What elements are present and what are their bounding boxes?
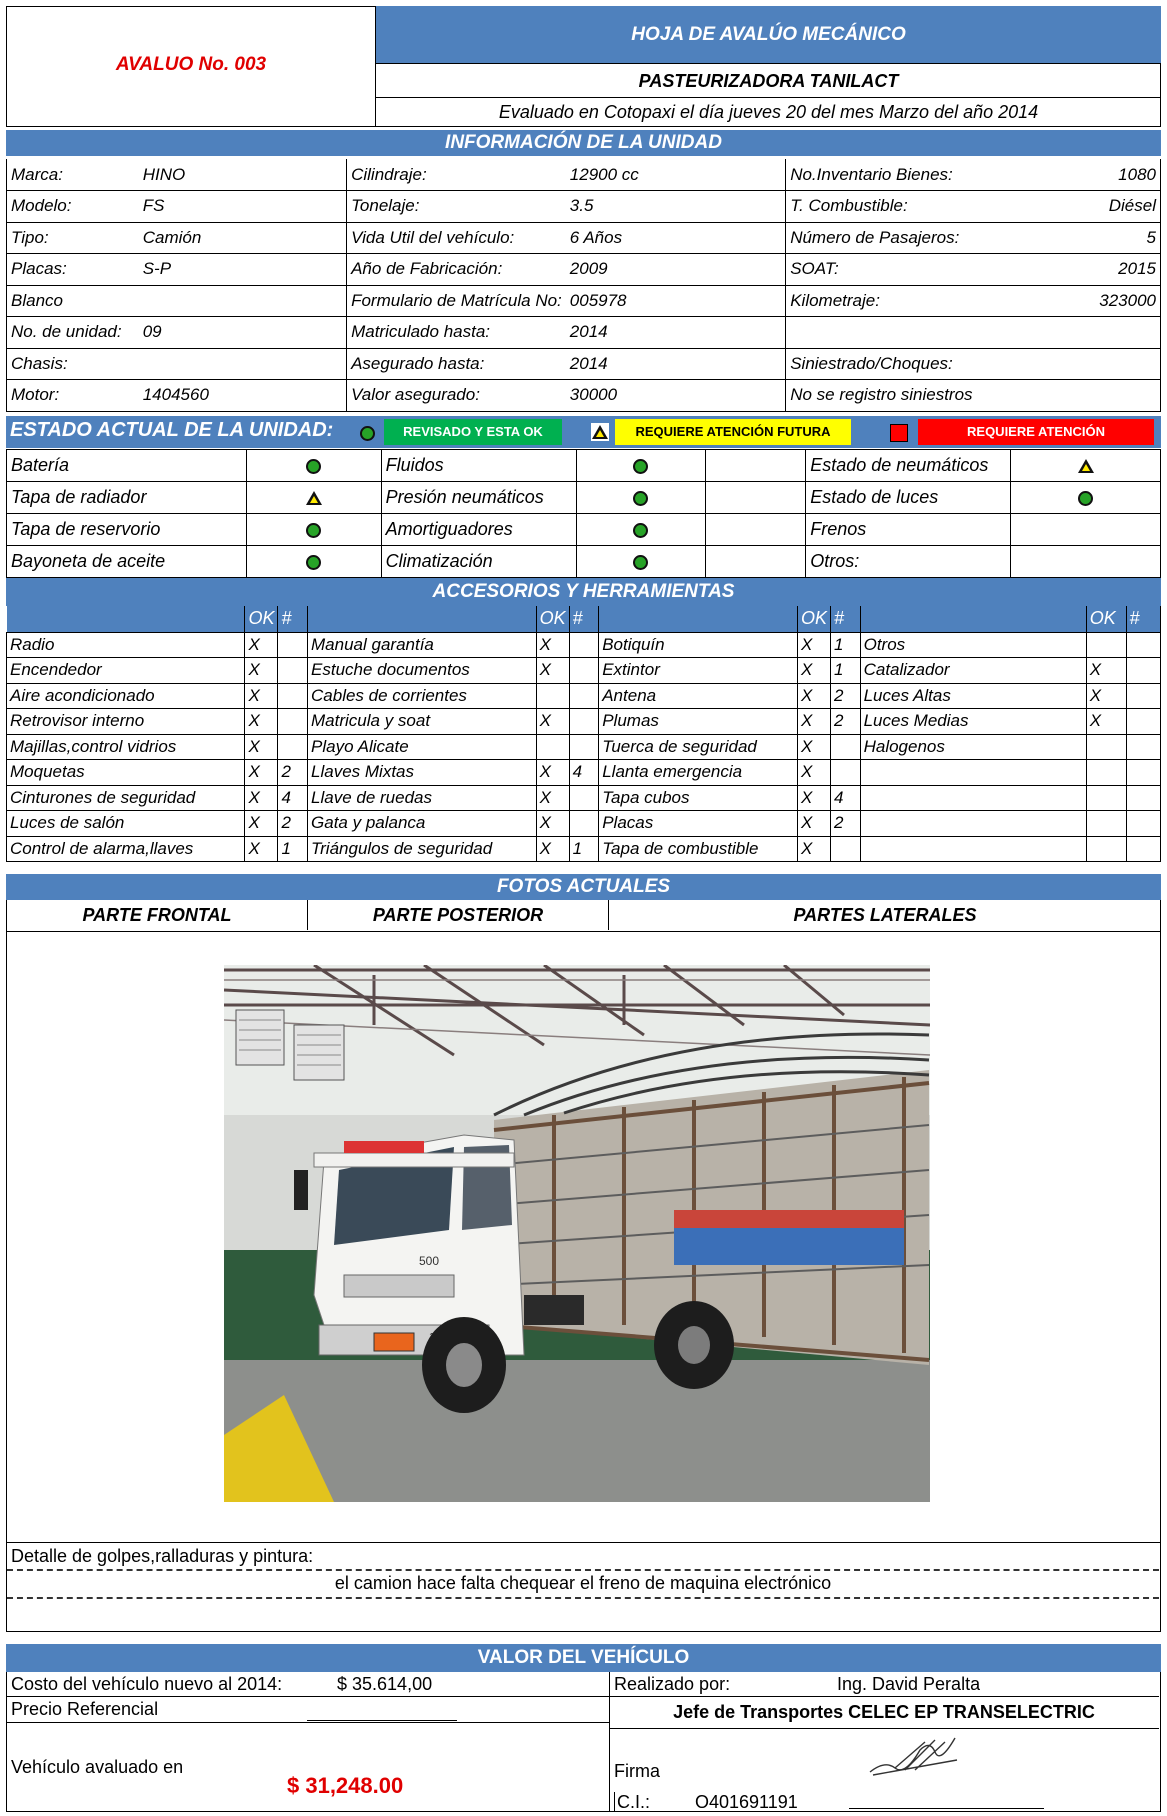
- unit-info-cell: SOAT:: [786, 254, 977, 286]
- status-indicator-cell: [576, 450, 706, 482]
- accessories-cell: X: [536, 811, 569, 837]
- accessories-cell: Matricula y soat: [308, 709, 537, 735]
- accessories-cell: X: [245, 632, 278, 658]
- status-label-cell: Bayoneta de aceite: [7, 546, 247, 578]
- unit-info-cell: Motor:: [7, 380, 139, 412]
- value-table: [6, 1672, 1161, 1812]
- unit-info-cell: 005978: [566, 285, 786, 317]
- unit-info-cell: [977, 380, 1161, 412]
- damage-divider-2: [7, 1597, 1159, 1599]
- count-column-header: #: [569, 606, 599, 632]
- unit-info-cell: Valor asegurado:: [347, 380, 566, 412]
- accessories-cell: Llave de ruedas: [308, 785, 537, 811]
- unit-info-cell: Marca:: [7, 159, 139, 191]
- status-indicator-cell: [576, 482, 706, 514]
- accessories-cell: Otros: [860, 632, 1086, 658]
- unit-info-cell: Formulario de Matrícula No:: [347, 285, 566, 317]
- unit-info-cell: 3.5: [566, 191, 786, 223]
- accessories-cell: X: [536, 760, 569, 786]
- accessories-cell: [278, 683, 308, 709]
- accessories-cell: Cables de corrientes: [308, 683, 537, 709]
- status-label-cell: Presión neumáticos: [381, 482, 576, 514]
- accessories-cell: [1086, 785, 1126, 811]
- ok-column-header: OK: [1086, 606, 1126, 632]
- photo-label-rear: PARTE POSTERIOR: [308, 900, 609, 930]
- accessories-cell: X: [536, 836, 569, 862]
- status-ok-icon: [633, 491, 648, 506]
- unit-info-cell: Camión: [139, 222, 347, 254]
- unit-info-cell: 12900 cc: [566, 159, 786, 191]
- accessories-row: [7, 760, 1161, 786]
- accessories-cell: Placas: [599, 811, 798, 837]
- accessories-cell: [569, 683, 599, 709]
- accessories-cell: X: [245, 836, 278, 862]
- unit-info-cell: Modelo:: [7, 191, 139, 223]
- accessories-row: [7, 785, 1161, 811]
- unit-info-cell: Año de Fabricación:: [347, 254, 566, 286]
- status-ok-icon: [633, 523, 648, 538]
- status-label-cell: Frenos: [806, 514, 1011, 546]
- unit-info-cell: [139, 348, 347, 380]
- document-title: HOJA DE AVALÚO MECÁNICO: [376, 6, 1161, 64]
- count-column-header: #: [278, 606, 308, 632]
- accessories-cell: X: [245, 658, 278, 684]
- unit-info-cell: T. Combustible:: [786, 191, 977, 223]
- accessories-cell: [569, 811, 599, 837]
- signature-image: [865, 1730, 965, 1780]
- unit-info-cell: Matriculado hasta:: [347, 317, 566, 349]
- status-indicator-cell: [576, 546, 706, 578]
- cost-label: Costo del vehículo nuevo al 2014:: [11, 1674, 283, 1694]
- unit-info-cell: Siniestrado/Choques:: [786, 348, 977, 380]
- truck-photo-image: [224, 965, 930, 1502]
- accessories-cell: Tuerca de seguridad: [599, 734, 798, 760]
- legend-future-icon: [591, 423, 609, 441]
- status-label-cell: Estado de neumáticos: [806, 450, 1011, 482]
- unit-info-cell: No.Inventario Bienes:: [786, 159, 977, 191]
- value-divider-h2: [7, 1722, 609, 1723]
- legend-attention-icon: [890, 424, 908, 442]
- ci-value: O401691191: [695, 1792, 798, 1812]
- accessories-cell: [1086, 760, 1126, 786]
- count-column-header: #: [831, 606, 861, 632]
- unit-info-cell: HINO: [139, 159, 347, 191]
- unit-info-cell: 1080: [977, 159, 1161, 191]
- ok-column-header: OK: [798, 606, 831, 632]
- unit-info-row: [7, 159, 1161, 191]
- status-row: [7, 514, 1161, 546]
- accessories-cell: [278, 709, 308, 735]
- accessories-cell: 1: [831, 658, 861, 684]
- photos-title: FOTOS ACTUALES: [6, 874, 1161, 900]
- status-indicator-cell: [1011, 450, 1161, 482]
- truck-number-text: 500: [419, 1254, 440, 1268]
- status-row: [7, 482, 1161, 514]
- accessories-cell: Catalizador: [860, 658, 1086, 684]
- accessories-cell: Halogenos: [860, 734, 1086, 760]
- value-divider-h3: [609, 1728, 1159, 1729]
- unit-info-grid: [6, 159, 1161, 412]
- status-label-cell: [706, 514, 806, 546]
- damage-text: el camion hace falta chequear el freno de maquina electrónico: [334, 1573, 832, 1593]
- unit-info-cell: 2014: [566, 348, 786, 380]
- unit-info-cell: FS: [139, 191, 347, 223]
- status-row: [7, 546, 1161, 578]
- status-ok-icon: [633, 555, 648, 570]
- unit-info-cell: Cilindraje:: [347, 159, 566, 191]
- accessories-cell: Luces Altas: [860, 683, 1086, 709]
- status-indicator-cell: [246, 546, 381, 578]
- status-indicator-cell: [246, 482, 381, 514]
- accessories-cell: X: [536, 709, 569, 735]
- status-future-icon: [1078, 459, 1094, 473]
- accessories-cell: [1126, 658, 1161, 684]
- accessories-row: [7, 811, 1161, 837]
- unit-info-cell: 2014: [566, 317, 786, 349]
- accessories-cell: [569, 785, 599, 811]
- position-title: Jefe de Transportes CELEC EP TRANSELECTRIC: [673, 1702, 1095, 1722]
- unit-info-row: [7, 317, 1161, 349]
- ok-column-header: OK: [536, 606, 569, 632]
- status-label-cell: Otros:: [806, 546, 1011, 578]
- accessories-cell: Tapa de combustible: [599, 836, 798, 862]
- photo-label-front: PARTE FRONTAL: [7, 900, 308, 930]
- unit-info-cell: Vida Util del vehículo:: [347, 222, 566, 254]
- unit-info-row: [7, 222, 1161, 254]
- status-label-cell: Batería: [7, 450, 247, 482]
- unit-info-row: [7, 254, 1161, 286]
- accessories-cell: X: [245, 760, 278, 786]
- unit-info-cell: Chasis:: [7, 348, 139, 380]
- photo-labels-row: [6, 900, 1161, 932]
- unit-info-row: [7, 348, 1161, 380]
- status-indicator-cell: [246, 514, 381, 546]
- ref-price-line: [307, 1720, 457, 1721]
- accessories-cell: Estuche documentos: [308, 658, 537, 684]
- accessories-cell: Plumas: [599, 709, 798, 735]
- accessories-cell: [278, 632, 308, 658]
- status-title: ESTADO ACTUAL DE LA UNIDAD:: [10, 419, 334, 441]
- accessories-cell: Gata y palanca: [308, 811, 537, 837]
- accessories-cell: Majillas,control vidrios: [7, 734, 245, 760]
- accessories-cell: [831, 734, 861, 760]
- accessories-cell: [1126, 811, 1161, 837]
- accessories-cell: 2: [278, 811, 308, 837]
- evaluated-label: Vehículo avaluado en: [11, 1757, 184, 1777]
- unit-info-cell: 5: [977, 222, 1161, 254]
- accessories-cell: Retrovisor interno: [7, 709, 245, 735]
- ref-price-label: Precio Referencial: [11, 1699, 159, 1719]
- accessories-cell: X: [798, 709, 831, 735]
- accessories-cell: [569, 734, 599, 760]
- status-ok-icon: [633, 459, 648, 474]
- accessories-cell: X: [245, 734, 278, 760]
- unit-info-cell: [139, 285, 347, 317]
- accessories-cell: 4: [831, 785, 861, 811]
- status-ok-icon: [1078, 491, 1093, 506]
- status-indicator-cell: [1011, 546, 1161, 578]
- unit-info-cell: Tonelaje:: [347, 191, 566, 223]
- status-label-cell: [706, 482, 806, 514]
- value-divider-h1: [7, 1696, 1159, 1697]
- status-label-cell: [706, 546, 806, 578]
- accessories-row: [7, 734, 1161, 760]
- accessories-cell: [1126, 683, 1161, 709]
- avaluo-number: AVALUO No. 003: [115, 54, 267, 75]
- accessories-cell: Botiquín: [599, 632, 798, 658]
- unit-info-cell: [977, 348, 1161, 380]
- status-ok-icon: [306, 555, 321, 570]
- legend-ok: REVISADO Y ESTA OK: [384, 419, 562, 445]
- accessories-cell: X: [536, 658, 569, 684]
- unit-info-cell: 6 Años: [566, 222, 786, 254]
- accessories-cell: [1126, 632, 1161, 658]
- accessories-cell: X: [798, 811, 831, 837]
- unit-info-cell: Diésel: [977, 191, 1161, 223]
- unit-info-cell: No se registro siniestros: [786, 380, 977, 412]
- value-title: VALOR DEL VEHÍCULO: [6, 1644, 1161, 1672]
- accessories-cell: [1126, 836, 1161, 862]
- accessories-cell: [278, 658, 308, 684]
- unit-info-cell: S-P: [139, 254, 347, 286]
- unit-info-cell: 2015: [977, 254, 1161, 286]
- status-label-cell: [706, 450, 806, 482]
- accessories-title: ACCESORIOS Y HERRAMIENTAS: [6, 578, 1161, 606]
- accessories-cell: Antena: [599, 683, 798, 709]
- accessories-cell: [1086, 836, 1126, 862]
- accessories-cell: X: [798, 658, 831, 684]
- cost-value: $ 35.614,00: [337, 1674, 433, 1694]
- status-indicator-cell: [576, 514, 706, 546]
- legend-ok-icon: [360, 422, 375, 443]
- accessories-cell: [1126, 760, 1161, 786]
- made-by-label: Realizado por:: [614, 1674, 731, 1694]
- accessories-cell: Moquetas: [7, 760, 245, 786]
- signature-line: [849, 1808, 1044, 1809]
- signature-label: Firma: [614, 1761, 660, 1781]
- item-column-header: [599, 606, 798, 632]
- unit-info-cell: Blanco: [7, 285, 139, 317]
- accessories-cell: [831, 760, 861, 786]
- accessories-table: [6, 606, 1161, 862]
- accessories-cell: [569, 658, 599, 684]
- accessories-cell: X: [798, 836, 831, 862]
- accessories-cell: X: [536, 785, 569, 811]
- item-column-header: [7, 606, 245, 632]
- unit-info-cell: [977, 317, 1161, 349]
- status-ok-icon: [306, 459, 321, 474]
- status-label-cell: Tapa de radiador: [7, 482, 247, 514]
- unit-info-cell: [786, 317, 977, 349]
- status-future-icon: [306, 491, 322, 505]
- status-indicator-cell: [1011, 514, 1161, 546]
- accessories-header-row: [7, 606, 1161, 632]
- accessories-cell: Tapa cubos: [599, 785, 798, 811]
- unit-info-cell: 2009: [566, 254, 786, 286]
- accessories-cell: Llaves Mixtas: [308, 760, 537, 786]
- accessories-cell: Luces de salón: [7, 811, 245, 837]
- accessories-cell: Manual garantía: [308, 632, 537, 658]
- ok-column-header: OK: [245, 606, 278, 632]
- accessories-cell: Aire acondicionado: [7, 683, 245, 709]
- unit-info-cell: Número de Pasajeros:: [786, 222, 977, 254]
- accessories-row: [7, 836, 1161, 862]
- accessories-cell: Radio: [7, 632, 245, 658]
- unit-info-title: INFORMACIÓN DE LA UNIDAD: [6, 130, 1161, 156]
- status-label-cell: Amortiguadores: [381, 514, 576, 546]
- accessories-cell: X: [245, 683, 278, 709]
- accessories-cell: X: [798, 785, 831, 811]
- accessories-cell: Cinturones de seguridad: [7, 785, 245, 811]
- accessories-cell: Llanta emergencia: [599, 760, 798, 786]
- accessories-cell: [278, 734, 308, 760]
- accessories-row: [7, 709, 1161, 735]
- accessories-cell: 1: [278, 836, 308, 862]
- accessories-cell: X: [245, 709, 278, 735]
- status-label-cell: Estado de luces: [806, 482, 1011, 514]
- accessories-cell: 1: [569, 836, 599, 862]
- status-label-cell: Fluidos: [381, 450, 576, 482]
- accessories-cell: X: [798, 632, 831, 658]
- unit-info-row: [7, 191, 1161, 223]
- accessories-cell: 4: [278, 785, 308, 811]
- unit-info-cell: No. de unidad:: [7, 317, 139, 349]
- accessories-cell: 2: [831, 683, 861, 709]
- accessories-cell: [536, 734, 569, 760]
- unit-info-row: [7, 380, 1161, 412]
- accessories-cell: 2: [278, 760, 308, 786]
- accessories-cell: [1126, 785, 1161, 811]
- status-label-cell: Climatización: [381, 546, 576, 578]
- company-name: PASTEURIZADORA TANILACT: [376, 64, 1161, 98]
- unit-info-cell: Placas:: [7, 254, 139, 286]
- evaluated-value: $ 31,248.00: [287, 1773, 404, 1798]
- accessories-cell: [1086, 632, 1126, 658]
- item-column-header: [308, 606, 537, 632]
- accessories-cell: Triángulos de seguridad: [308, 836, 537, 862]
- accessories-cell: [860, 760, 1086, 786]
- accessories-cell: 2: [831, 811, 861, 837]
- status-table: [6, 449, 1161, 578]
- accessories-cell: Control de alarma,llaves: [7, 836, 245, 862]
- accessories-row: [7, 632, 1161, 658]
- unit-info-cell: Asegurado hasta:: [347, 348, 566, 380]
- status-indicator-cell: [1011, 482, 1161, 514]
- accessories-cell: 1: [831, 632, 861, 658]
- truck-photo: [224, 965, 930, 1502]
- status-indicator-cell: [246, 450, 381, 482]
- accessories-cell: [569, 632, 599, 658]
- accessories-cell: Luces Medias: [860, 709, 1086, 735]
- accessories-cell: [1126, 734, 1161, 760]
- accessories-cell: X: [1086, 683, 1126, 709]
- status-label-cell: Tapa de reservorio: [7, 514, 247, 546]
- accessories-cell: X: [245, 785, 278, 811]
- accessories-cell: X: [798, 734, 831, 760]
- unit-info-cell: Tipo:: [7, 222, 139, 254]
- accessories-grid: [6, 606, 1161, 862]
- accessories-cell: [860, 785, 1086, 811]
- photo-label-sides: PARTES LATERALES: [793, 905, 977, 925]
- accessories-cell: [536, 683, 569, 709]
- accessories-cell: X: [798, 760, 831, 786]
- accessories-cell: X: [536, 632, 569, 658]
- accessories-cell: [860, 811, 1086, 837]
- status-ok-icon: [306, 523, 321, 538]
- accessories-cell: [831, 836, 861, 862]
- accessories-cell: Playo Alicate: [308, 734, 537, 760]
- status-row: [7, 450, 1161, 482]
- unit-info-table: [6, 159, 1161, 413]
- damage-section: [6, 1542, 1161, 1632]
- unit-info-cell: 323000: [977, 285, 1161, 317]
- accessories-cell: Encendedor: [7, 658, 245, 684]
- accessories-cell: [1126, 709, 1161, 735]
- value-divider-mid: [609, 1672, 610, 1812]
- status-header: [6, 416, 1161, 448]
- unit-info-cell: 30000: [566, 380, 786, 412]
- accessories-cell: X: [1086, 658, 1126, 684]
- unit-info-cell: Kilometraje:: [786, 285, 977, 317]
- accessories-cell: [569, 709, 599, 735]
- accessories-cell: Extintor: [599, 658, 798, 684]
- item-column-header: [860, 606, 1086, 632]
- legend-future: REQUIERE ATENCIÓN FUTURA: [615, 419, 851, 445]
- made-by-name: Ing. David Peralta: [837, 1674, 981, 1694]
- accessories-row: [7, 683, 1161, 709]
- unit-info-row: [7, 285, 1161, 317]
- accessories-cell: X: [1086, 709, 1126, 735]
- accessories-cell: X: [798, 683, 831, 709]
- status-grid: [6, 449, 1161, 578]
- accessories-cell: [1086, 811, 1126, 837]
- accessories-cell: 2: [831, 709, 861, 735]
- evaluated-line: Evaluado en Cotopaxi el día jueves 20 del mes Marzo del año 2014: [498, 102, 1039, 122]
- unit-info-cell: 1404560: [139, 380, 347, 412]
- ci-label: C.I.:: [614, 1792, 650, 1812]
- damage-label: Detalle de golpes,ralladuras y pintura:: [11, 1546, 314, 1566]
- legend-attention: REQUIERE ATENCIÓN: [918, 419, 1154, 445]
- accessories-row: [7, 658, 1161, 684]
- count-column-header: #: [1126, 606, 1161, 632]
- unit-info-cell: 09: [139, 317, 347, 349]
- accessories-cell: [1086, 734, 1126, 760]
- accessories-cell: X: [245, 811, 278, 837]
- accessories-cell: 4: [569, 760, 599, 786]
- accessories-cell: [860, 836, 1086, 862]
